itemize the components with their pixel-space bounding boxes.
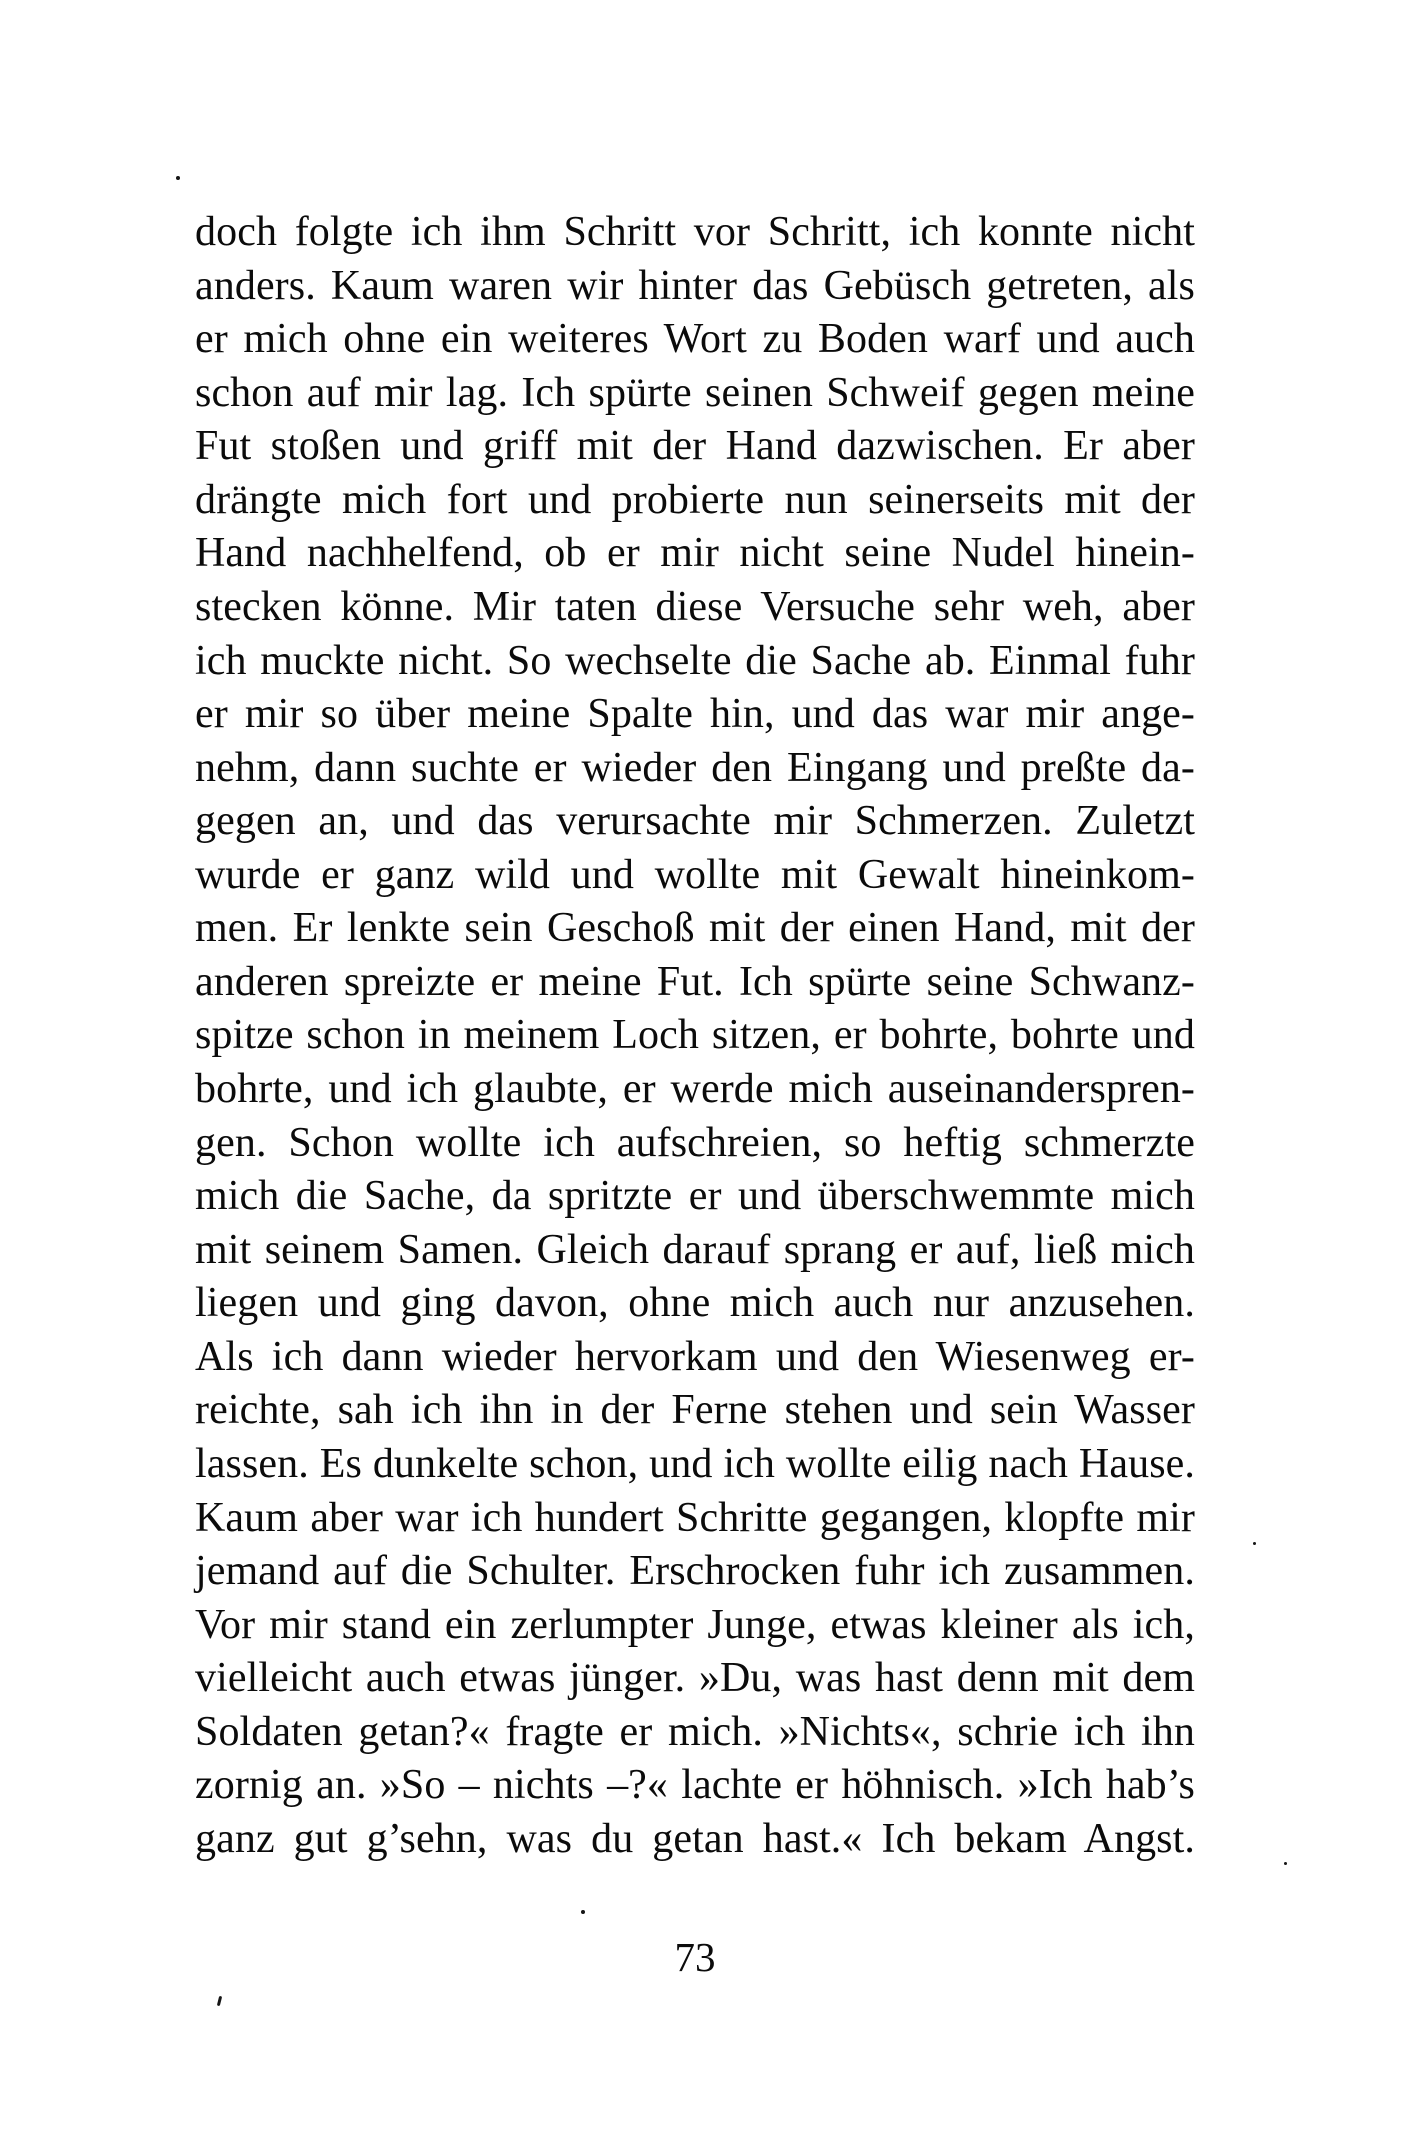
text-line: reichte, sah ich ihn in der Ferne stehen und sein Wasser xyxy=(195,1387,1195,1434)
text-line: Vor mir stand ein zerlumpter Junge, etwas kleiner als ich, xyxy=(195,1601,1195,1648)
text-line: vielleicht auch etwas jünger. »Du, was hast denn mit dem xyxy=(195,1655,1195,1702)
text-line: lassen. Es dunkelte schon, und ich wollte eilig nach Hause. xyxy=(195,1440,1195,1487)
text-line: bohrte, und ich glaubte, er werde mich auseinanderspren- xyxy=(195,1066,1195,1112)
text-line: mich die Sache, da spritzte er und überschwemmte mich xyxy=(195,1173,1195,1220)
text-line: mit seinem Samen. Gleich darauf sprang er auf, ließ mich xyxy=(195,1226,1195,1273)
page-number: 73 xyxy=(674,1934,716,1980)
scan-speck xyxy=(217,1996,222,2006)
text-line: anders. Kaum waren wir hinter das Gebüsch getreten, als xyxy=(195,262,1195,309)
text-line: stecken könne. Mir taten diese Versuche sehr weh, aber xyxy=(195,583,1195,630)
text-line: ganz gut g’sehn, was du getan hast.« Ich bekam Angst. xyxy=(195,1815,1195,1862)
text-line: wurde er ganz wild und wollte mit Gewalt hineinkom- xyxy=(195,851,1195,898)
text-line: men. Er lenkte sein Geschoß mit der einen Hand, mit der xyxy=(195,905,1195,952)
text-line: liegen und ging davon, ohne mich auch nur anzusehen. xyxy=(195,1280,1195,1327)
text-line: Hand nachhelfend, ob er mir nicht seine Nudel hinein- xyxy=(195,530,1195,577)
text-line: Fut stoßen und griff mit der Hand dazwischen. Er aber xyxy=(195,423,1195,470)
text-line: gegen an, und das verursachte mir Schmerzen. Zuletzt xyxy=(195,798,1195,845)
body-text xyxy=(195,206,1195,1866)
text-line: spitze schon in meinem Loch sitzen, er bohrte, bohrte und xyxy=(195,1012,1195,1059)
text-line: jemand auf die Schulter. Erschrocken fuhr ich zusammen. xyxy=(195,1548,1195,1595)
text-line: zornig an. »So – nichts –?« lachte er höhnisch. »Ich hab’s xyxy=(195,1762,1195,1809)
scan-speck xyxy=(581,1910,585,1914)
text-line: Als ich dann wieder hervorkam und den Wiesenweg er- xyxy=(195,1333,1195,1380)
text-line: anderen spreizte er meine Fut. Ich spürte seine Schwanz- xyxy=(195,958,1195,1005)
text-line: ich muckte nicht. So wechselte die Sache ab. Einmal fuhr xyxy=(195,637,1195,684)
text-line: doch folgte ich ihm Schritt vor Schritt, ich konnte nicht xyxy=(195,209,1195,255)
text-line: er mich ohne ein weiteres Wort zu Boden warf und auch xyxy=(195,316,1195,363)
text-line: Soldaten getan?« fragte er mich. »Nichts«, schrie ich ihn xyxy=(195,1708,1195,1755)
scan-speck xyxy=(176,176,180,180)
text-line: schon auf mir lag. Ich spürte seinen Schweif gegen meine xyxy=(195,369,1195,416)
text-line: gen. Schon wollte ich aufschreien, so heftig schmerzte xyxy=(195,1119,1195,1166)
scan-speck xyxy=(1284,1862,1287,1865)
text-line: nehm, dann suchte er wieder den Eingang und preßte da- xyxy=(195,744,1195,791)
scan-speck xyxy=(1253,1542,1256,1545)
text-line: drängte mich fort und probierte nun seinerseits mit der xyxy=(195,476,1195,523)
text-line: er mir so über meine Spalte hin, und das war mir ange- xyxy=(195,691,1195,738)
text-line: Kaum aber war ich hundert Schritte gegangen, klopfte mir xyxy=(195,1494,1195,1541)
